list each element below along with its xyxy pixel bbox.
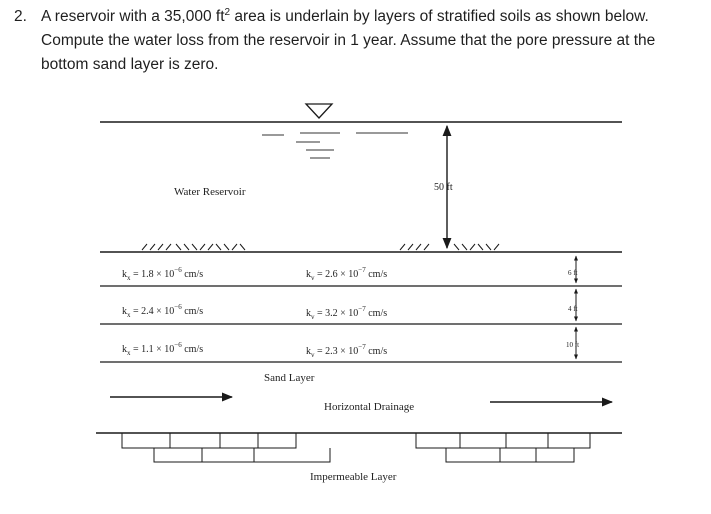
problem-line-1-rest: area is underlain by layers of stratified soils as shown below. — [230, 8, 649, 25]
horizontal-drainage-label: Horizontal Drainage — [324, 401, 415, 413]
area-unit-exponent: 2 — [224, 6, 231, 18]
thickness-label-2: 4 ft — [568, 305, 578, 313]
problem-line-3: bottom sand layer is zero. — [41, 56, 219, 73]
problem-line-1-text: A reservoir with a 35,000 ft — [41, 8, 225, 25]
water-surface — [100, 104, 622, 158]
depth-label: 50 ft — [434, 182, 453, 193]
layer-1-kv: $k_v = 2.6 \times 10^{-7}$ cm/s — [306, 266, 388, 282]
impermeable-layer — [96, 433, 622, 462]
thickness-label-1: 6 ft — [568, 269, 578, 277]
layer-3-kx: $k_x = 1.1 \times 10^{-6}$ cm/s — [122, 341, 204, 357]
impermeable-layer-label: Impermeable Layer — [310, 471, 397, 483]
water-reservoir-label: Water Reservoir — [174, 186, 246, 198]
layer-3-kv: $k_v = 2.3 \times 10^{-7}$ cm/s — [306, 343, 388, 359]
problem-line-2: Compute the water loss from the reservoir in 1 year. Assume that the pore pressure at the — [41, 32, 656, 49]
layer-2-kv: $k_v = 3.2 \times 10^{-7}$ cm/s — [306, 305, 388, 321]
thickness-label-3: 10 ft — [566, 341, 580, 349]
layer-1-kx: $k_x = 1.8 \times 10^{-6}$ cm/s — [122, 266, 204, 282]
reservoir-bottom — [100, 244, 622, 252]
problem-number: 2. — [14, 8, 27, 25]
sand-layer-label: Sand Layer — [264, 372, 315, 384]
water-level-icon — [306, 104, 332, 118]
layer-2-kx: $k_x = 2.4 \times 10^{-6}$ cm/s — [122, 303, 204, 319]
